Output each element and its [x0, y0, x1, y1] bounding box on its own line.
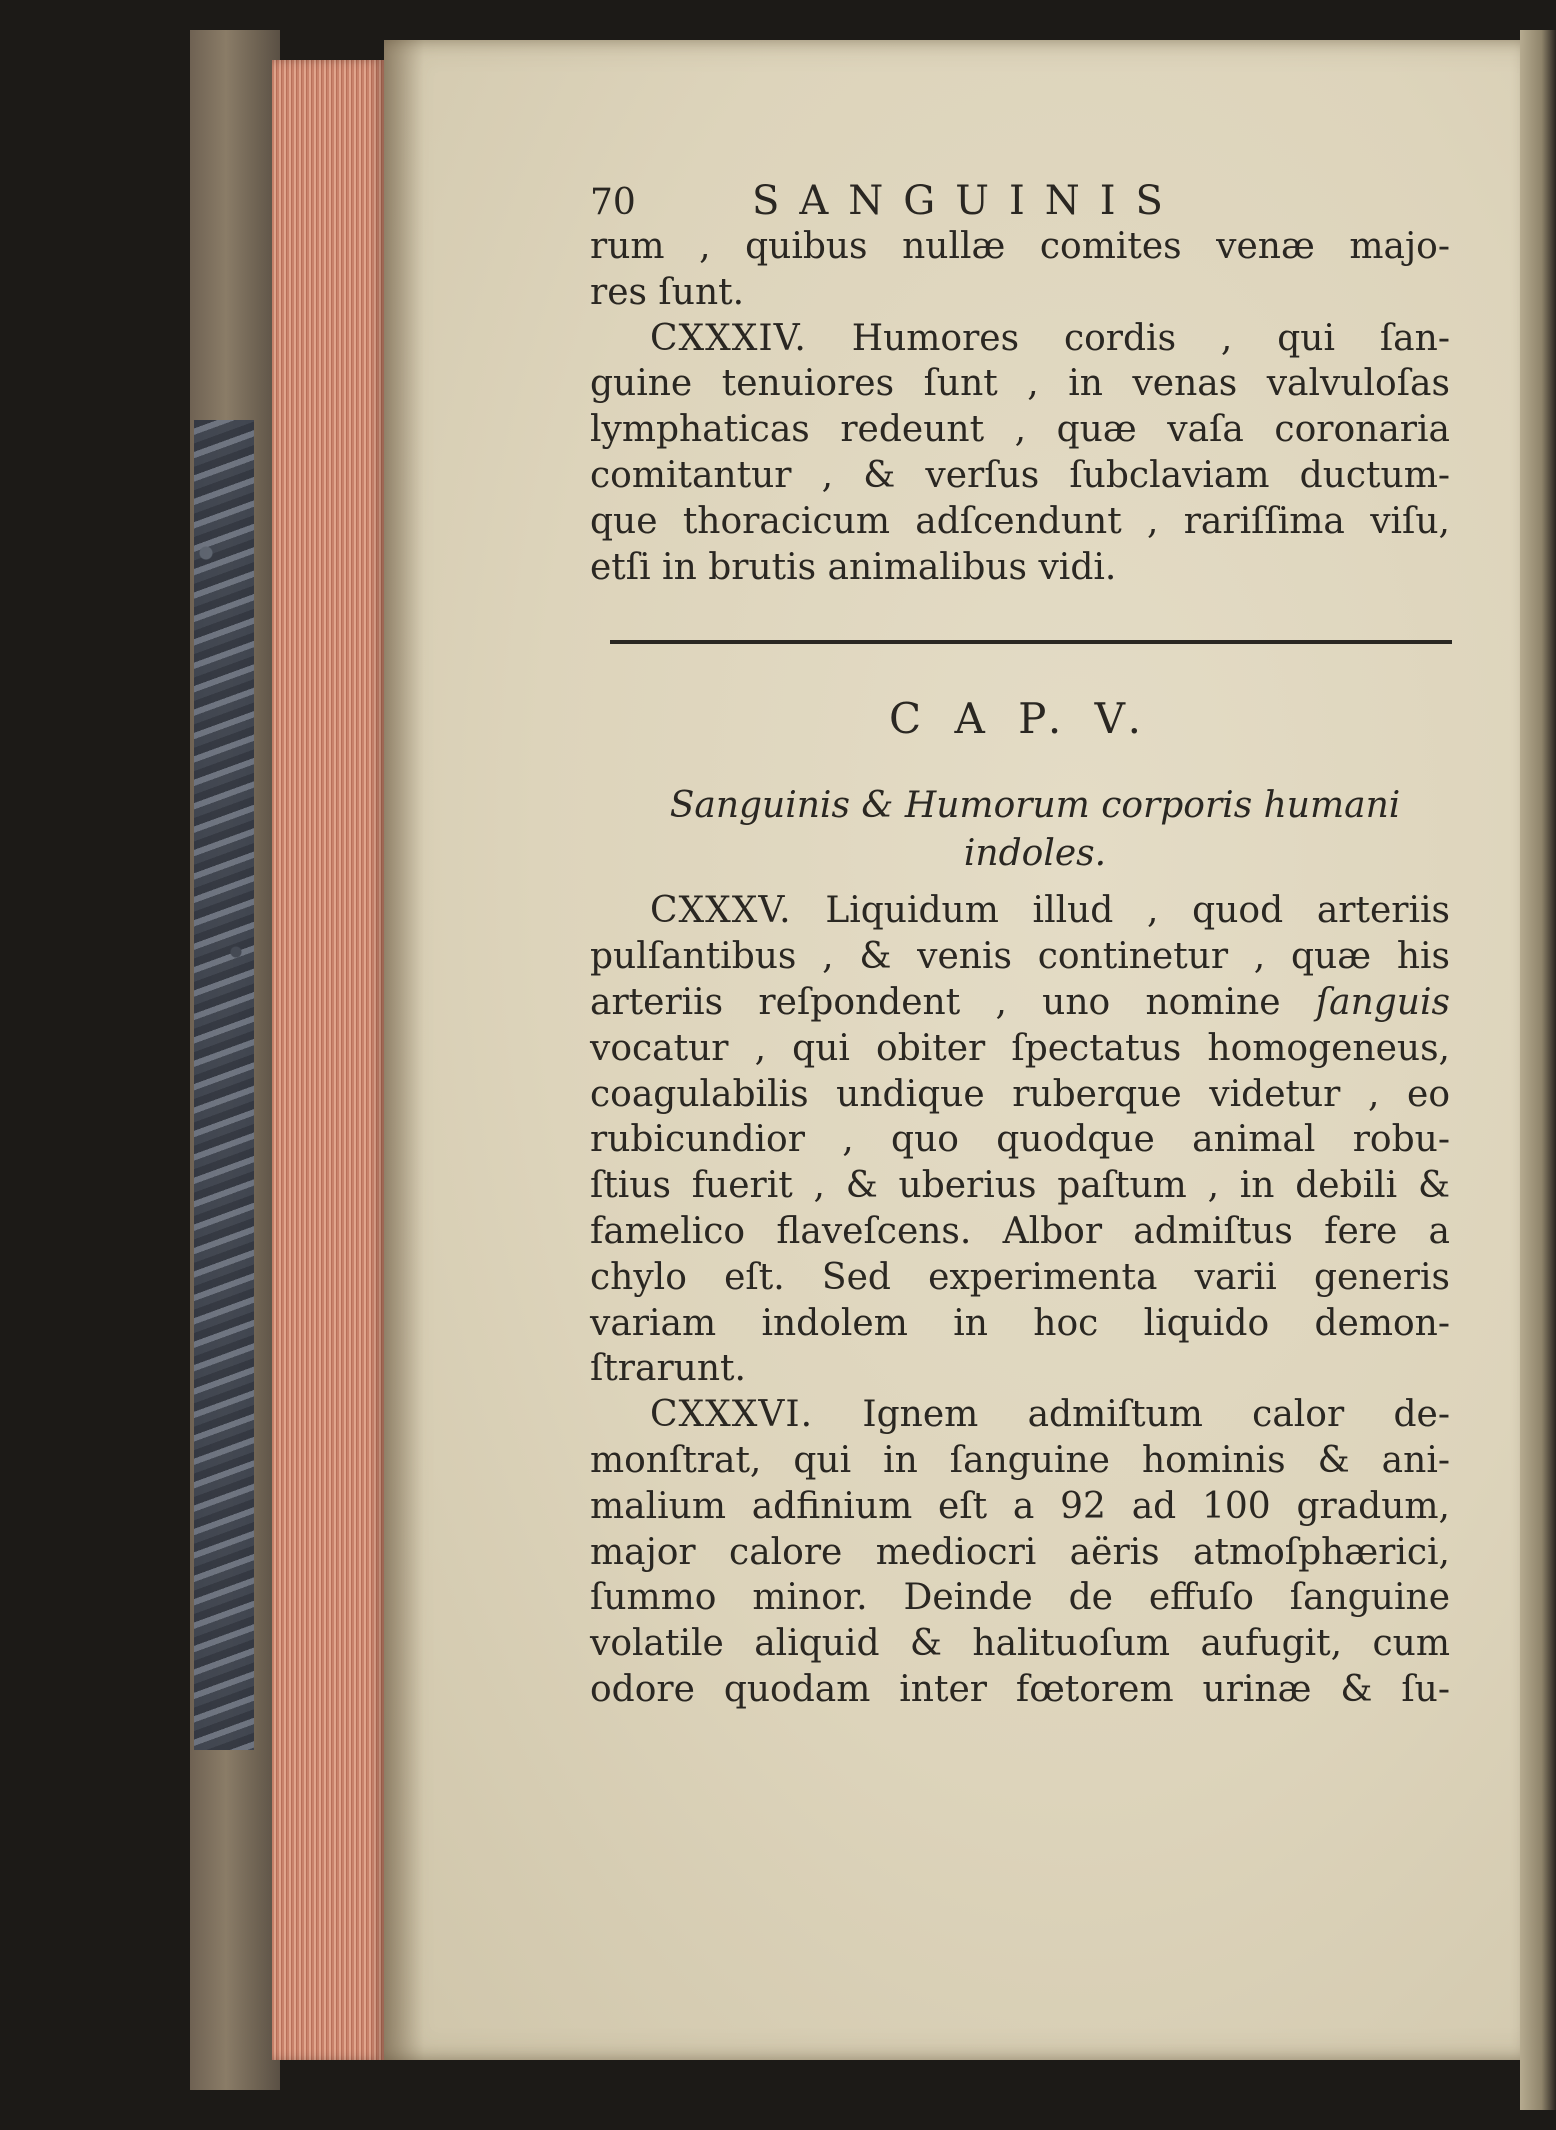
text-line: coagulabilis undique ruberque videtur , eo: [590, 1073, 1450, 1115]
text-line: ſummo minor. Deinde de effuſo ſanguine: [590, 1577, 1450, 1619]
paragraph-continued: [590, 224, 1450, 316]
text-line: rum , quibus nullæ comites venæ majo-: [590, 226, 1450, 267]
paragraph-number: CXXXVI.: [650, 1394, 814, 1436]
paragraph-text: Liquidum illud , quod arteriis: [825, 890, 1450, 932]
text-line: major calore mediocri aëris atmoſphærici,: [590, 1531, 1450, 1573]
text-line: etſi in brutis animalibus vidi.: [590, 546, 1117, 588]
paragraph-number: CXXXV.: [650, 890, 792, 932]
text-line: odore quodam inter fœtorem urinæ & ſu-: [590, 1668, 1450, 1710]
gutter-shadow: [384, 40, 424, 2060]
text-line: famelico flaveſcens. Albor admiſtus fere a: [590, 1210, 1450, 1252]
paragraph-text: Ignem admiſtum calor de-: [862, 1394, 1451, 1436]
paragraph-text: Humores cordis , qui ſan-: [851, 317, 1450, 359]
text-line: pulſantibus , & venis continetur , quæ his: [590, 936, 1450, 978]
page-edges: [272, 60, 384, 2060]
text-line: lymphaticas redeunt , quæ vaſa coronaria: [590, 409, 1450, 451]
paragraph-cxxxv: [590, 888, 1450, 1392]
paragraph-cxxxiv: [590, 316, 1450, 591]
text-line: ſtius fuerit , & uberius paſtum , in debili &: [590, 1165, 1450, 1207]
paragraph-first-line: [590, 1392, 1450, 1438]
paragraph-number: CXXXIV.: [650, 317, 807, 359]
text-line: volatile aliquid & halituoſum aufugit, cum: [590, 1623, 1450, 1665]
text-line: guine tenuiores ſunt , in venas valvuloſas: [590, 363, 1450, 405]
page-text: [590, 178, 1450, 1713]
text-line: vocatur , qui obiter ſpectatus homogeneus,: [590, 1027, 1450, 1069]
running-head: [590, 178, 1450, 224]
paragraph-text: arteriis reſpondent , uno nomine: [590, 981, 1281, 1023]
paragraph-first-line: [590, 888, 1450, 934]
text-line: variam indolem in hoc liquido demon-: [590, 1302, 1450, 1344]
text-line: chylo eſt. Sed experimenta varii generis: [590, 1256, 1450, 1298]
running-title: SANGUINIS: [752, 178, 1183, 224]
section-rule: [610, 640, 1452, 644]
text-line: [590, 980, 1450, 1026]
chapter-heading: C A P. V.: [889, 694, 1151, 744]
marbled-cover: [194, 420, 254, 1750]
paragraph-cxxxvi: [590, 1392, 1450, 1713]
right-page-edge: [1520, 30, 1556, 2110]
text-line: rubicundior , quo quodque animal robu-: [590, 1119, 1450, 1161]
paragraph-first-line: [590, 316, 1450, 362]
text-line: malium adfinium eſt a 92 ad 100 gradum,: [590, 1485, 1450, 1527]
text-line: que thoracicum adſcendunt , rariſſima viſu,: [590, 500, 1450, 542]
text-line: ſtrarunt.: [590, 1348, 746, 1390]
chapter-subtitle-line: indoles.: [963, 833, 1107, 875]
chapter-subtitle: [590, 782, 1450, 878]
italic-term: ſanguis: [1315, 981, 1450, 1023]
chapter-subtitle-line: Sanguinis & Humorum corporis humani: [669, 785, 1401, 827]
text-line: comitantur , & verſus ſubclaviam ductum-: [590, 454, 1450, 496]
text-line: res ſunt.: [590, 271, 745, 313]
page-number: 70: [590, 182, 636, 223]
text-line: monſtrat, qui in ſanguine hominis & ani-: [590, 1439, 1450, 1481]
